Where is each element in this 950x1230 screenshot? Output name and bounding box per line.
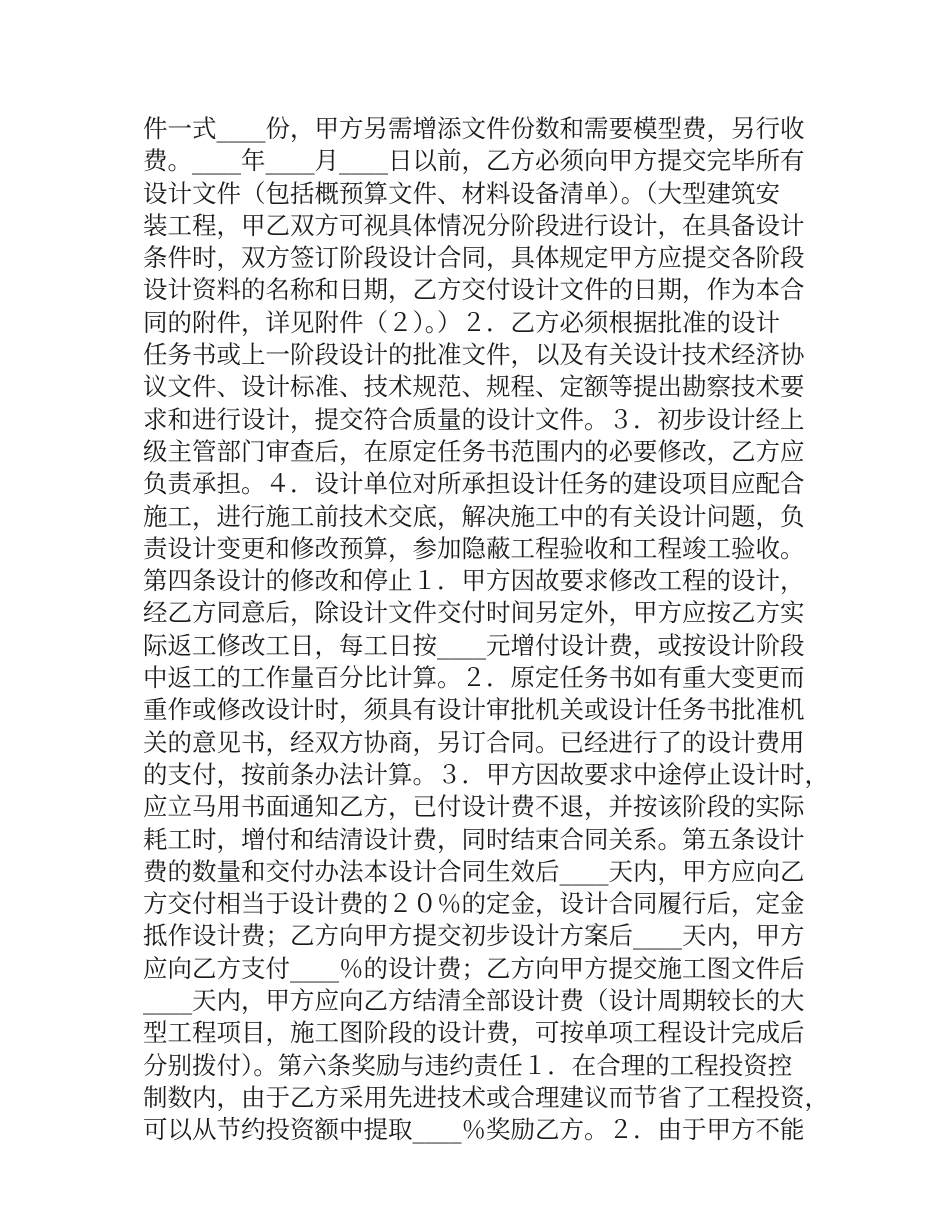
text-line: 抵作设计费；乙方向甲方提交初步设计方案后____天内，甲方 bbox=[143, 921, 805, 951]
text-line: 应向乙方支付____％的设计费；乙方向甲方提交施工图文件后 bbox=[143, 953, 805, 983]
text-line: 任务书或上一阶段设计的批准文件，以及有关设计技术经济协 bbox=[143, 340, 805, 370]
text-line: 应立马用书面通知乙方，已付设计费不退，并按该阶段的实际 bbox=[143, 792, 805, 822]
text-line: 装工程，甲乙双方可视具体情况分阶段进行设计，在具备设计 bbox=[143, 210, 805, 240]
text-line: ____天内，甲方应向乙方结清全部设计费（设计周期较长的大 bbox=[143, 986, 805, 1016]
text-line: 设计文件（包括概预算文件、材料设备清单）。（大型建筑安 bbox=[143, 178, 780, 208]
text-line: 的支付，按前条办法计算。３．甲方因故要求中途停止设计时， bbox=[143, 759, 829, 789]
text-line: 费。____年____月____日以前，乙方必须向甲方提交完毕所有 bbox=[143, 146, 805, 176]
text-line: 第四条设计的修改和停止１．甲方因故要求修改工程的设计， bbox=[143, 566, 805, 596]
text-line: 件一式____份，甲方另需增添文件份数和需要模型费，另行收 bbox=[143, 114, 805, 143]
text-line: 中返工的工作量百分比计算。２．原定任务书如有重大变更而 bbox=[143, 663, 805, 693]
text-line: 分别拨付）。第六条奖励与违约责任１．在合理的工程投资控 bbox=[143, 1050, 793, 1080]
text-line: 施工，进行施工前技术交底，解决施工中的有关设计问题，负 bbox=[143, 501, 805, 531]
text-line: 同的附件，详见附件（２）。）２．乙方必须根据批准的设计 bbox=[143, 307, 780, 337]
text-line: 制数内，由于乙方采用先进技术或合理建议而节省了工程投资， bbox=[143, 1082, 829, 1112]
text-line: 条件时，双方签订阶段设计合同，具体规定甲方应提交各阶段 bbox=[143, 243, 805, 273]
text-line: 型工程项目，施工图阶段的设计费，可按单项工程设计完成后 bbox=[143, 1018, 805, 1048]
text-line: 重作或修改设计时，须具有设计审批机关或设计任务书批准机 bbox=[143, 695, 805, 725]
text-line: 负责承担。４．设计单位对所承担设计任务的建设项目应配合 bbox=[143, 469, 805, 499]
text-line: 耗工时，增付和结清设计费，同时结束合同关系。第五条设计 bbox=[143, 824, 805, 854]
text-line: 经乙方同意后，除设计文件交付时间另定外，甲方应按乙方实 bbox=[143, 598, 805, 628]
text-line: 级主管部门审查后，在原定任务书范围内的必要修改，乙方应 bbox=[143, 436, 805, 466]
text-line: 设计资料的名称和日期，乙方交付设计文件的日期，作为本合 bbox=[143, 275, 805, 305]
text-line: 议文件、设计标准、技术规范、规程、定额等提出勘察技术要 bbox=[143, 372, 805, 402]
text-line: 可以从节约投资额中提取____％奖励乙方。２．由于甲方不能 bbox=[143, 1115, 805, 1145]
text-line: 方交付相当于设计费的２０％的定金，设计合同履行后，定金 bbox=[143, 889, 805, 919]
text-line: 费的数量和交付办法本设计合同生效后____天内，甲方应向乙 bbox=[143, 856, 805, 886]
text-line: 关的意见书，经双方协商，另订合同。已经进行了的设计费用 bbox=[143, 727, 805, 757]
text-line: 求和进行设计，提交符合质量的设计文件。３．初步设计经上 bbox=[143, 404, 805, 434]
document-body bbox=[143, 113, 833, 1147]
text-line: 际返工修改工日，每工日按____元增付设计费，或按设计阶段 bbox=[143, 630, 805, 660]
text-line: 责设计变更和修改预算，参加隐蔽工程验收和工程竣工验收。 bbox=[143, 533, 805, 563]
